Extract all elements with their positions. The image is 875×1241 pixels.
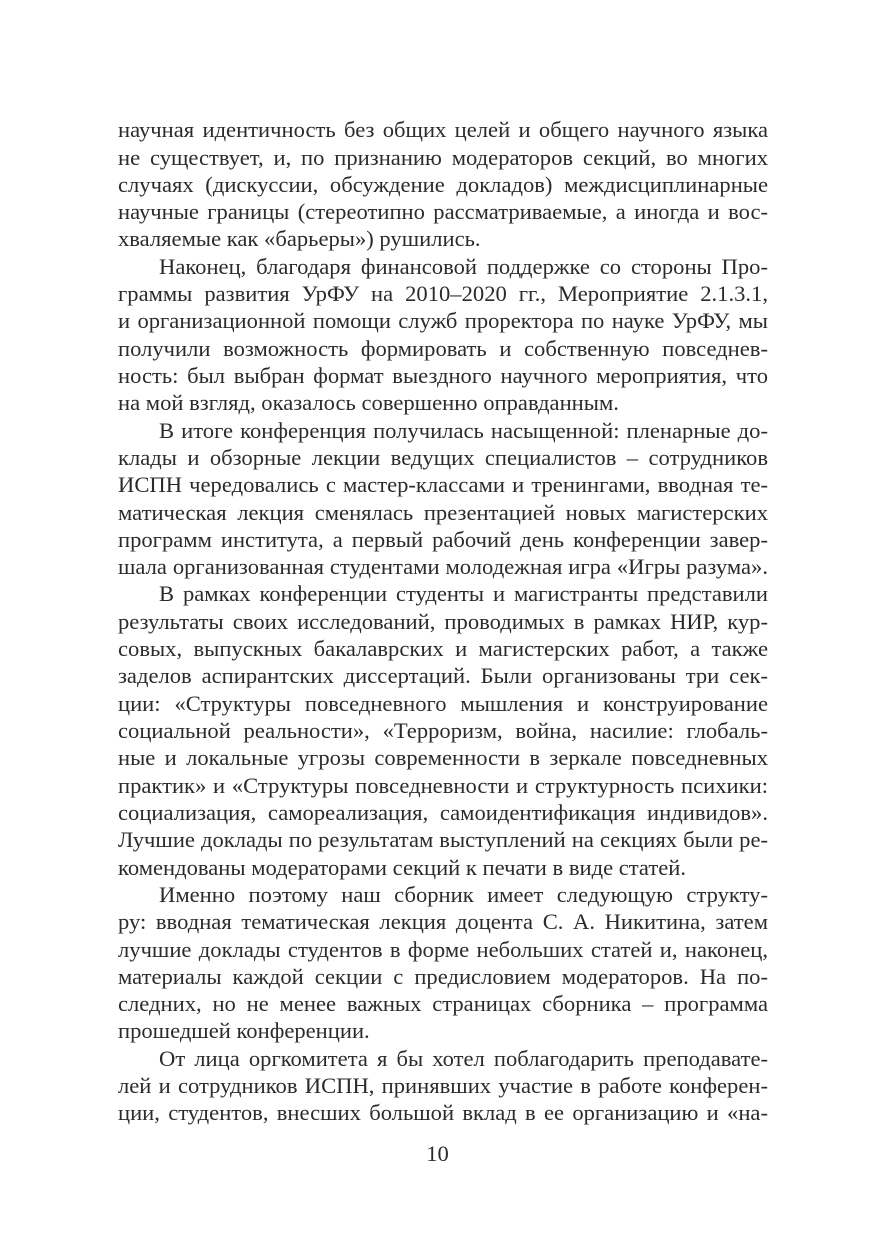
text-line: граммы развития УрФУ на 2010–2020 гг., Мероприятие 2.1.3.1, xyxy=(118,281,768,306)
text-line: материалы каждой секции с предисловием модераторов. На по- xyxy=(118,964,768,989)
text-line: клады и обзорные лекции ведущих специалистов – сотрудников xyxy=(118,445,768,470)
text-line: не существует, и, по признанию модераторов секций, во многих xyxy=(118,145,768,170)
text-line: и организационной помощи служб проректора по науке УрФУ, мы xyxy=(118,308,768,333)
text-line: ру: вводная тематическая лекция доцента С. А. Никитина, затем xyxy=(118,909,768,934)
text-line: Лучшие доклады по результатам выступлений на секциях были ре- xyxy=(118,827,768,852)
paragraph-first-line: В итоге конференция получилась насыщенной: пленарные до- xyxy=(159,418,768,443)
text-line: лучшие доклады студентов в форме небольших статей и, наконец, xyxy=(118,937,768,962)
text-line: лей и сотрудников ИСПН, принявших участие в работе конферен- xyxy=(118,1073,768,1098)
text-line: хваляемые как «барьеры») рушились. xyxy=(118,226,481,251)
text-line: научная идентичность без общих целей и общего научного языка xyxy=(118,117,768,142)
text-line: научные границы (стереотипно рассматриваемые, а иногда и вос- xyxy=(118,199,768,224)
text-line: практик» и «Структуры повседневности и структурность психики: xyxy=(118,773,768,798)
paragraph-first-line: В рамках конференции студенты и магистранты представили xyxy=(159,581,768,606)
text-line: ции: «Структуры повседневного мышления и конструирование xyxy=(118,691,768,716)
text-line: матическая лекция сменялась презентацией новых магистерских xyxy=(118,500,768,525)
text-line: ИСПН чередовались с мастер-классами и тренингами, вводная те- xyxy=(118,472,768,497)
text-line: следних, но не менее важных страницах сборника – программа xyxy=(118,991,768,1016)
text-line: случаях (дискуссии, обсуждение докладов) междисциплинарные xyxy=(118,172,768,197)
text-line: ные и локальные угрозы современности в зеркале повседневных xyxy=(118,745,768,770)
page-number: 10 xyxy=(426,1141,449,1166)
text-line: социальной реальности», «Терроризм, война, насилие: глобаль- xyxy=(118,718,768,743)
text-line: ции, студентов, внесших большой вклад в ее организацию и «на- xyxy=(118,1100,768,1125)
text-line: результаты своих исследований, проводимых в рамках НИР, кур- xyxy=(118,609,768,634)
text-line: на мой взгляд, оказалось совершенно оправданным. xyxy=(118,390,619,415)
text-line: совых, выпускных бакалаврских и магистерских работ, а также xyxy=(118,636,768,661)
paragraph-first-line: Именно поэтому наш сборник имеет следующую структу- xyxy=(159,882,768,907)
paragraph-first-line: Наконец, благодаря финансовой поддержке со стороны Про- xyxy=(159,254,768,279)
text-line: получили возможность формировать и собственную повседнев- xyxy=(118,336,768,361)
text-line: прошедшей конференции. xyxy=(118,1018,370,1043)
text-line: ность: был выбран формат выездного научного мероприятия, что xyxy=(118,363,768,388)
text-line: комендованы модераторами секций к печати в виде статей. xyxy=(118,855,687,880)
paragraph-first-line: От лица оргкомитета я бы хотел поблагодарить преподавате- xyxy=(159,1046,768,1071)
text-line: социализация, самореализация, самоидентификация индивидов». xyxy=(118,800,768,825)
text-line: программ института, а первый рабочий день конференции завер- xyxy=(118,527,768,552)
text-line: заделов аспирантских диссертаций. Были организованы три сек- xyxy=(118,663,768,688)
text-line: шала организованная студентами молодежная игра «Игры разума». xyxy=(118,554,768,579)
